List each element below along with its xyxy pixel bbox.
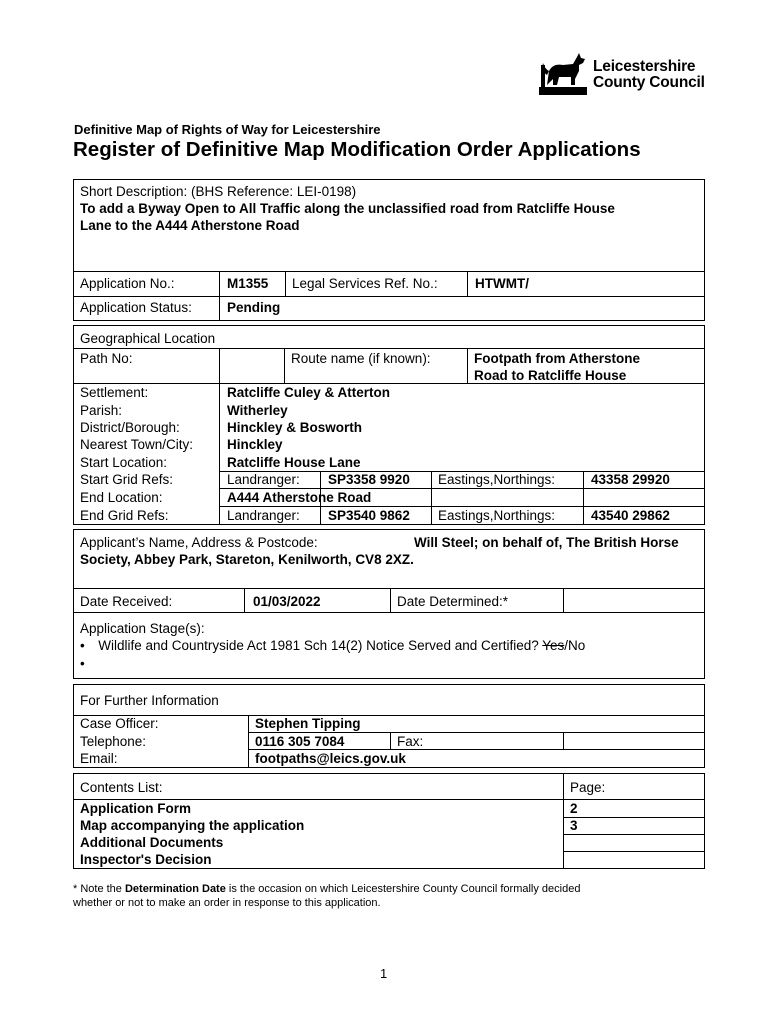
divider: [467, 348, 468, 383]
end-landranger-label: Landranger:: [227, 508, 300, 523]
page-number: 1: [380, 966, 388, 981]
page-column-label: Page:: [570, 780, 606, 795]
divider: [285, 271, 286, 296]
route-name-label: Route name (if known):: [291, 351, 431, 366]
end-eastings-value: 43540 29862: [591, 508, 670, 523]
email-value[interactable]: footpaths@leics.gov.uk: [255, 751, 406, 766]
divider: [563, 732, 564, 749]
applicant-label: Applicant’s Name, Address & Postcode:: [80, 535, 318, 550]
contents-item-name: Map accompanying the application: [80, 818, 305, 833]
divider: [563, 817, 704, 818]
short-description-line2: Lane to the A444 Atherstone Road: [80, 218, 300, 233]
contents-item-name: Application Form: [80, 801, 191, 816]
start-landranger-label: Landranger:: [227, 472, 300, 487]
application-status-value: Pending: [227, 300, 281, 315]
legal-ref-value: HTWMT/: [475, 276, 529, 291]
telephone-label: Telephone:: [80, 734, 147, 749]
end-grid-label: End Grid Refs:: [80, 508, 169, 523]
council-logo: [539, 49, 711, 99]
telephone-value: 0116 305 7084: [255, 734, 345, 749]
email-label: Email:: [80, 751, 118, 766]
end-location-label: End Location:: [80, 490, 163, 505]
note-prefix: * Note the: [73, 883, 125, 895]
determination-note: [73, 882, 713, 910]
stage-item-empty: [80, 656, 85, 672]
stage-item: [80, 638, 585, 654]
applicant-line2: Society, Abbey Park, Stareton, Kenilworth, CV8 2XZ.: [80, 552, 414, 567]
bullet: •: [80, 638, 85, 653]
stage-1-no: /No: [564, 638, 586, 653]
divider: [284, 348, 285, 383]
divider: [563, 774, 564, 869]
divider: [219, 348, 220, 525]
divider: [583, 471, 584, 525]
application-box: [73, 179, 705, 321]
document-subtitle: Definitive Map of Rights of Way for Leicestershire: [74, 122, 381, 137]
start-location-label: Start Location:: [80, 455, 168, 470]
settlement-value: Ratcliffe Culey & Atterton: [227, 385, 391, 400]
document-title: Register of Definitive Map Modification Order Applications: [73, 138, 641, 161]
end-eastings-label: Eastings,Northings:: [438, 508, 556, 523]
divider: [74, 715, 704, 716]
route-name-line2: Road to Ratcliffe House: [474, 368, 627, 383]
contents-item-page: 3: [570, 818, 578, 833]
divider: [431, 471, 432, 525]
further-info-box: [73, 684, 705, 768]
contents-label: Contents List:: [80, 780, 163, 795]
date-received-label: Date Received:: [80, 594, 173, 609]
bullet: •: [80, 656, 85, 671]
fox-emblem-icon: [539, 49, 589, 97]
divider: [248, 715, 249, 768]
divider: [74, 271, 704, 272]
logo-text-line2: County Council: [593, 74, 705, 91]
divider: [74, 612, 704, 613]
start-landranger-value: SP3358 9920: [328, 472, 410, 487]
contents-item-page: 2: [570, 801, 578, 816]
parish-value: Witherley: [227, 403, 288, 418]
application-stages-label: Application Stage(s):: [80, 621, 205, 636]
divider: [219, 506, 704, 507]
applicant-box: [73, 529, 705, 679]
start-eastings-label: Eastings,Northings:: [438, 472, 556, 487]
application-no-label: Application No.:: [80, 276, 175, 291]
divider: [563, 588, 564, 612]
short-description-label: Short Description: (BHS Reference: LEI-0198): [80, 184, 357, 199]
short-description-line1: To add a Byway Open to All Traffic along the unclassified road from Ratcliffe House: [80, 201, 615, 216]
start-grid-label: Start Grid Refs:: [80, 472, 174, 487]
note-rest: is the occasion on which Leicestershire County Council formally decided: [225, 883, 581, 895]
settlement-label: Settlement:: [80, 385, 149, 400]
district-label: District/Borough:: [80, 420, 180, 435]
further-info-heading: For Further Information: [80, 693, 219, 708]
case-officer-value: Stephen Tipping: [255, 716, 361, 731]
parish-label: Parish:: [80, 403, 123, 418]
district-value: Hinckley & Bosworth: [227, 420, 363, 435]
note-line2: whether or not to make an order in response to this application.: [73, 897, 381, 909]
start-eastings-value: 43358 29920: [591, 472, 670, 487]
date-received-value: 01/03/2022: [253, 594, 321, 609]
geo-heading: Geographical Location: [80, 331, 216, 346]
divider: [74, 588, 704, 589]
note-bold: Determination Date: [124, 883, 226, 895]
case-officer-label: Case Officer:: [80, 716, 159, 731]
divider: [248, 732, 704, 733]
fax-label: Fax:: [397, 734, 424, 749]
divider: [390, 732, 391, 749]
application-no-value: M1355: [227, 276, 269, 291]
divider: [74, 296, 704, 297]
divider: [74, 348, 704, 349]
stage-1-yes: Yes: [542, 638, 565, 653]
divider: [563, 851, 704, 852]
route-name-line1: Footpath from Atherstone: [474, 351, 640, 366]
nearest-town-value: Hinckley: [227, 437, 283, 452]
contents-box: [73, 773, 705, 869]
divider: [244, 588, 245, 612]
contents-item-name: Additional Documents: [80, 835, 224, 850]
geographical-location-box: [73, 325, 705, 525]
application-status-label: Application Status:: [80, 300, 192, 315]
divider: [219, 488, 704, 489]
divider: [563, 834, 704, 835]
path-no-label: Path No:: [80, 351, 133, 366]
contents-item-name: Inspector's Decision: [80, 852, 212, 867]
applicant-line1: Will Steel; on behalf of, The British Horse: [414, 535, 679, 550]
logo-text-line1: Leicestershire: [593, 58, 696, 75]
divider: [467, 271, 468, 296]
date-determined-label: Date Determined:*: [397, 594, 509, 609]
divider: [390, 588, 391, 612]
stage-1-text: Wildlife and Countryside Act 1981 Sch 14(2) Notice Served and Certified?: [98, 638, 539, 653]
end-landranger-value: SP3540 9862: [328, 508, 410, 523]
end-location-value: A444 Atherstone Road: [227, 490, 372, 505]
legal-ref-label: Legal Services Ref. No.:: [292, 276, 438, 291]
divider: [74, 799, 704, 800]
start-location-value: Ratcliffe House Lane: [227, 455, 361, 470]
nearest-town-label: Nearest Town/City:: [80, 437, 194, 452]
